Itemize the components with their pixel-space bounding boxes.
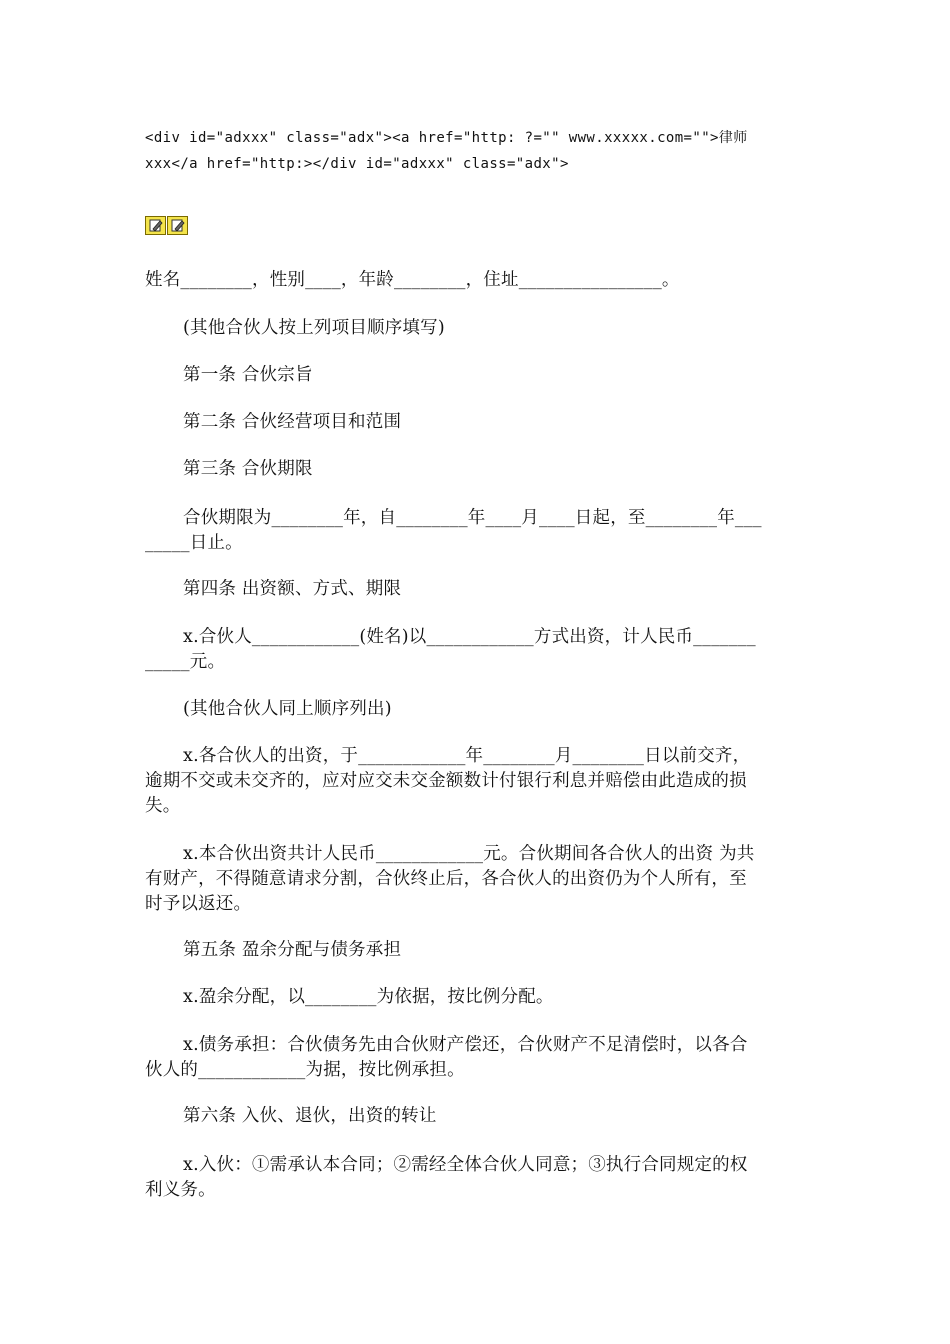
- paragraph-line: 合伙期限为________年，自________年____月____日起，至________年___: [183, 508, 762, 528]
- article-heading: 第五条 盈余分配与债务承担: [183, 940, 402, 960]
- paragraph-line: _____日止。: [145, 533, 243, 553]
- article-heading: 第四条 出资额、方式、期限: [183, 579, 402, 599]
- paragraph-line: 逾期不交或未交齐的，应对应交未交金额数计付银行利息并赔偿由此造成的损: [145, 771, 747, 791]
- paragraph-line: x.本合伙出资共计人民币____________元。合伙期间各合伙人的出资 为共: [183, 844, 755, 864]
- paragraph-line: x.入伙：①需承认本合同；②需经全体合伙人同意；③执行合同规定的权: [183, 1155, 748, 1175]
- article-heading: 第六条 入伙、退伙，出资的转让: [183, 1106, 437, 1126]
- paragraph-line: x.合伙人____________(姓名)以____________方式出资，计人民币_______: [183, 627, 756, 647]
- header-code-line-1: <div id="adxxx" class="adx"><a href="http: ?="" www.xxxxx.com="">律师: [145, 130, 748, 146]
- paragraph-line: _____元。: [145, 652, 226, 672]
- article-heading: 第三条 合伙期限: [183, 459, 313, 479]
- partner-info-line: 姓名________，性别____，年龄________，住址________________。: [145, 270, 680, 290]
- paragraph-line: 失。: [145, 796, 181, 816]
- paragraph-line: 时予以返还。: [145, 894, 252, 914]
- pencil-doc-icon: [167, 216, 188, 235]
- paragraph-line: x.债务承担：合伙债务先由合伙财产偿还，合伙财产不足清偿时，以各合: [183, 1035, 748, 1055]
- article-heading: 第二条 合伙经营项目和范围: [183, 412, 402, 432]
- note-line: (其他合伙人按上列项目顺序填写): [183, 318, 445, 338]
- paragraph-line: x.盈余分配，以________为依据，按比例分配。: [183, 987, 554, 1007]
- paragraph-line: 伙人的____________为据，按比例承担。: [145, 1060, 465, 1080]
- paragraph-line: x.各合伙人的出资，于____________年________月________日以前交齐，: [183, 746, 751, 766]
- icon-row: [145, 216, 188, 236]
- paragraph-line: 利义务。: [145, 1180, 216, 1200]
- article-heading: 第一条 合伙宗旨: [183, 365, 313, 385]
- header-code-line-2: xxx</a href="http:></div id="adxxx" class="adx">: [145, 156, 569, 172]
- note-line: (其他合伙人同上顺序列出): [183, 699, 392, 719]
- pencil-doc-icon: [145, 216, 166, 235]
- paragraph-line: 有财产，不得随意请求分割，合伙终止后，各合伙人的出资仍为个人所有，至: [145, 869, 747, 889]
